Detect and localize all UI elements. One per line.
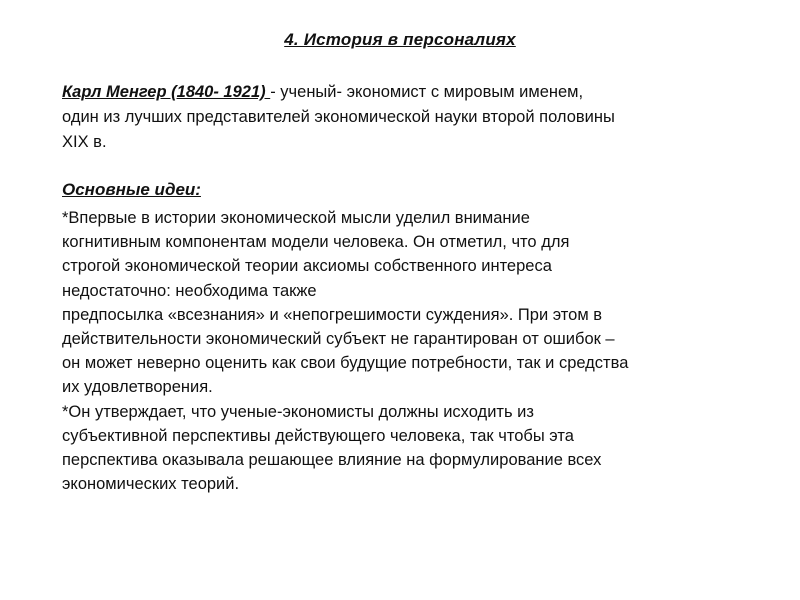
ideas-heading: Основные идеи:	[62, 180, 201, 199]
person-name: Карл Менгер (1840- 1921)	[62, 83, 271, 101]
ideas-line: их удовлетворения.	[62, 378, 213, 397]
ideas-line: *Он утверждает, что ученые-экономисты должны исходить из	[62, 402, 534, 421]
intro-paragraph	[62, 80, 742, 155]
slide-title: 4. История в персоналиях	[284, 30, 516, 49]
ideas-line: субъективной перспективы действующего человека, так чтобы эта	[62, 426, 574, 445]
ideas-line: когнитивным компонентам модели человека. Он отметил, что для	[62, 233, 570, 252]
intro-line-2: один из лучших представителей экономической науки второй половины	[62, 108, 615, 126]
intro-line-1	[62, 80, 742, 105]
ideas-line: *Впервые в истории экономической мысли уделил внимание	[62, 209, 530, 227]
ideas-line: недостаточно: необходима также	[62, 281, 317, 300]
intro-line-3: XIX в.	[62, 133, 107, 151]
intro-line-1-text: - ученый- экономист с мировым именем,	[270, 83, 584, 101]
ideas-line: он может неверно оценить как свои будущие потребности, так и средства	[62, 354, 629, 373]
ideas-line: экономических теорий.	[62, 475, 240, 494]
ideas-line: перспектива оказывала решающее влияние на формулирование всех	[62, 451, 602, 470]
ideas-line: строгой экономической теории аксиомы собственного интереса	[62, 257, 552, 276]
ideas-line: предпосылка «всезнания» и «непогрешимости суждения». При этом в	[62, 305, 603, 324]
ideas-line: действительности экономический субъект не гарантирован от ошибок –	[62, 330, 615, 349]
ideas-body	[62, 206, 752, 496]
